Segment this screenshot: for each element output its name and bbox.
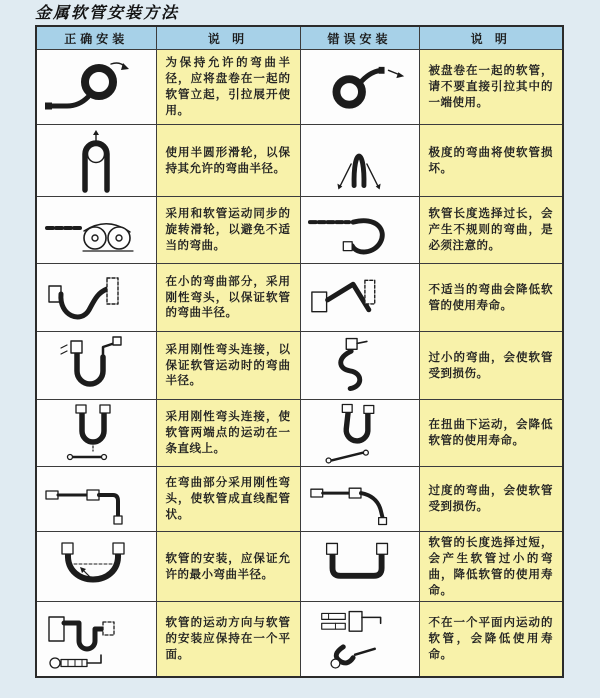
wrong-image-cell <box>300 532 419 602</box>
table-row <box>36 264 563 332</box>
wrong-desc-cell <box>419 197 563 264</box>
wrong-desc-cell <box>419 602 563 677</box>
correct-desc-cell <box>156 467 300 532</box>
correct-desc-cell <box>156 602 300 677</box>
table-row <box>36 400 563 467</box>
minimum-bend-radius-icon <box>40 536 152 598</box>
wrong-desc-text: 被盘卷在一起的软管，请不要直接引拉其中的一端使用。 <box>428 63 553 109</box>
wrong-desc-text: 软管长度选择过长，会产生不规则的弯曲，是必须注意的。 <box>428 206 553 252</box>
hose-too-long-icon <box>306 198 414 262</box>
table-row <box>36 197 563 264</box>
table-row <box>36 50 563 125</box>
correct-desc-text: 使用半圆形滑轮，以保持其允许的弯曲半径。 <box>165 144 291 175</box>
wrong-desc-text: 在扭曲下运动，会降低软管的使用寿命。 <box>428 417 553 447</box>
table-row <box>36 467 563 532</box>
table-row <box>36 125 563 197</box>
correct-image-cell <box>36 467 156 532</box>
wrong-image-cell <box>300 264 419 332</box>
table-row <box>36 532 563 602</box>
correct-desc-text: 在弯曲部分采用刚性弯头，使软管成直线配管状。 <box>165 475 291 521</box>
wrong-desc-text: 不适当的弯曲会降低软管的使用寿命。 <box>428 281 553 312</box>
correct-desc-cell <box>156 332 300 400</box>
non-planar-motion-icon <box>306 605 414 673</box>
hose-too-short-icon <box>306 536 414 598</box>
correct-image-cell <box>36 264 156 332</box>
correct-desc-text: 采用刚性弯头连接，以保证软管运动时的弯曲半径。 <box>165 341 291 388</box>
overbent-pipe-icon <box>306 468 414 530</box>
header-description-1: 说 明 <box>156 26 300 50</box>
header-wrong-install: 错误安装 <box>300 26 419 50</box>
wrong-desc-text: 极度的弯曲将使软管损坏。 <box>428 144 553 175</box>
correct-desc-cell <box>156 197 300 264</box>
correct-image-cell <box>36 50 156 125</box>
correct-image-cell <box>36 400 156 467</box>
wrong-image-cell <box>300 332 419 400</box>
wrong-desc-cell <box>419 50 563 125</box>
wrong-desc-text: 不在一个平面内运动的软管，会降低使用寿命。 <box>428 615 553 662</box>
page-title: 金属软管安装方法 <box>35 3 180 22</box>
wrong-image-cell <box>300 602 419 677</box>
wrong-desc-cell <box>419 332 563 400</box>
wrong-desc-text: 软管的长度选择过短，会产生软管过小的弯曲，降低软管的使用寿命。 <box>428 535 553 597</box>
rigid-elbow-connection-icon <box>41 333 151 399</box>
correct-desc-text: 软管的安装，应保证允许的最小弯曲半径。 <box>165 550 291 581</box>
wrong-image-cell <box>300 400 419 467</box>
wrong-image-cell <box>300 197 419 264</box>
correct-desc-text: 采用刚性弯头连接，使软管两端点的运动在一条直线上。 <box>165 409 291 455</box>
correct-desc-cell <box>156 50 300 125</box>
wrong-desc-cell <box>419 532 563 602</box>
header-description-2: 说 明 <box>419 26 563 50</box>
wrong-desc-text: 过度的弯曲，会使软管受到损伤。 <box>428 483 553 513</box>
installation-guide-table <box>35 25 564 678</box>
correct-desc-cell <box>156 264 300 332</box>
wrong-desc-text: 过小的弯曲，会使软管受到损伤。 <box>428 349 553 380</box>
wrong-image-cell <box>300 125 419 197</box>
header-correct-install: 正确安装 <box>36 26 156 50</box>
wrong-desc-cell <box>419 264 563 332</box>
correct-image-cell <box>36 125 156 197</box>
synchronized-rotating-pulleys-icon <box>40 198 152 262</box>
twisted-motion-icon <box>306 401 414 465</box>
wrong-desc-cell <box>419 467 563 532</box>
wrong-image-cell <box>300 467 419 532</box>
correct-image-cell <box>36 532 156 602</box>
wrong-desc-cell <box>419 125 563 197</box>
header-row <box>36 26 563 50</box>
correct-desc-text: 软管的运动方向与软管的安装应保持在一个平面。 <box>165 615 291 662</box>
table-row <box>36 602 563 677</box>
correct-desc-text: 在小的弯曲部分，采用刚性弯头，以保证软管的弯曲半径。 <box>165 273 291 320</box>
correct-desc-text: 采用和软管运动同步的旋转滑轮，以避免不适当的弯曲。 <box>165 206 291 252</box>
extreme-bend-icon <box>306 128 414 194</box>
too-small-bend-icon <box>306 333 414 399</box>
planar-motion-icon <box>40 605 152 673</box>
wrong-desc-cell <box>419 400 563 467</box>
correct-desc-text: 为保持允许的弯曲半径，应将盘卷在一起的软管立起，引拉展开使用。 <box>165 55 291 117</box>
improper-bend-icon <box>306 266 414 330</box>
correct-image-cell <box>36 197 156 264</box>
semicircular-pulley-icon <box>41 128 151 194</box>
correct-desc-cell <box>156 532 300 602</box>
correct-desc-cell <box>156 400 300 467</box>
coiled-hose-standing-icon <box>40 54 152 120</box>
table-row <box>36 332 563 400</box>
wrong-image-cell <box>300 50 419 125</box>
coiled-hose-pulled-end-icon <box>306 54 414 120</box>
correct-image-cell <box>36 602 156 677</box>
rigid-elbow-small-bend-icon <box>41 266 151 330</box>
correct-desc-cell <box>156 125 300 197</box>
straight-pipe-elbow-icon <box>41 468 151 530</box>
correct-image-cell <box>36 332 156 400</box>
u-hose-inline-motion-icon <box>41 401 151 465</box>
